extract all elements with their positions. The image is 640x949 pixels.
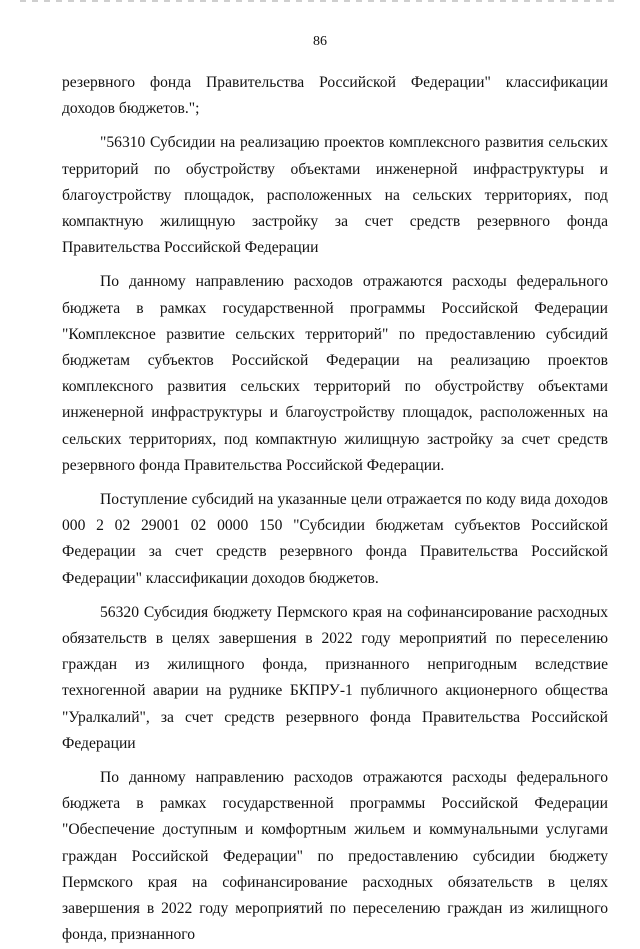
page-number: 86 (313, 34, 327, 49)
paragraph-continuation: резервного фонда Правительства Российской Федерации" классификации доходов бюджетов."; (62, 74, 608, 118)
paragraph-56310-description: По данному направлению расходов отражаются расходы федерального бюджета в рамках государственной программы Российской Федерации "Комплексное развитие сельских территорий" по предоставлению субсидий бюджетам субъектов Российской Федерации на реализацию проектов комплексного развития сельских территорий по обустройству объектами инженерной инфраструктуры и благоустройству площадок, расположенных на сельских территориях, под компактную жилищную застройку за счет средств резервного фонда Правительства Российской Федерации. (62, 273, 608, 474)
paragraph-56320-description: По данному направлению расходов отражаются расходы федерального бюджета в рамках государственной программы Российской Федерации "Обеспечение доступным и комфортным жильем и коммунальными услугами граждан Российской Федерации" по предоставлению субсидии бюджету Пермского края на софинансирование расходных обязательств в целях завершения в 2022 году мероприятий по переселению граждан из жилищного фонда, признанного (62, 769, 608, 944)
paragraph-56310-title: "56310 Субсидии на реализацию проектов комплексного развития сельских территорий по обустройству объектами инженерной инфраструктуры и благоустройству площадок, расположенных на сельских территориях, под компактную жилищную застройку за счет средств резервного фонда Правительства Российской Федерации (62, 134, 608, 257)
body-text (62, 70, 608, 949)
top-scan-edge (20, 0, 620, 2)
paragraph-56310-income-code: Поступление субсидий на указанные цели отражается по коду вида доходов 000 2 02 29001 02 0000 150 "Субсидии бюджетам субъектов Российской Федерации за счет средств резервного фонда Правительства Российской Федерации" классификации доходов бюджетов. (62, 491, 608, 587)
paragraph-56320-title: 56320 Субсидия бюджету Пермского края на софинансирование расходных обязательств в целях завершения в 2022 году мероприятий по переселению граждан из жилищного фонда, признанного непригодным вследствие техногенной аварии на руднике БКПРУ-1 публичного акционерного общества "Уралкалий", за счет средств резервного фонда Правительства Российской Федерации (62, 603, 608, 752)
